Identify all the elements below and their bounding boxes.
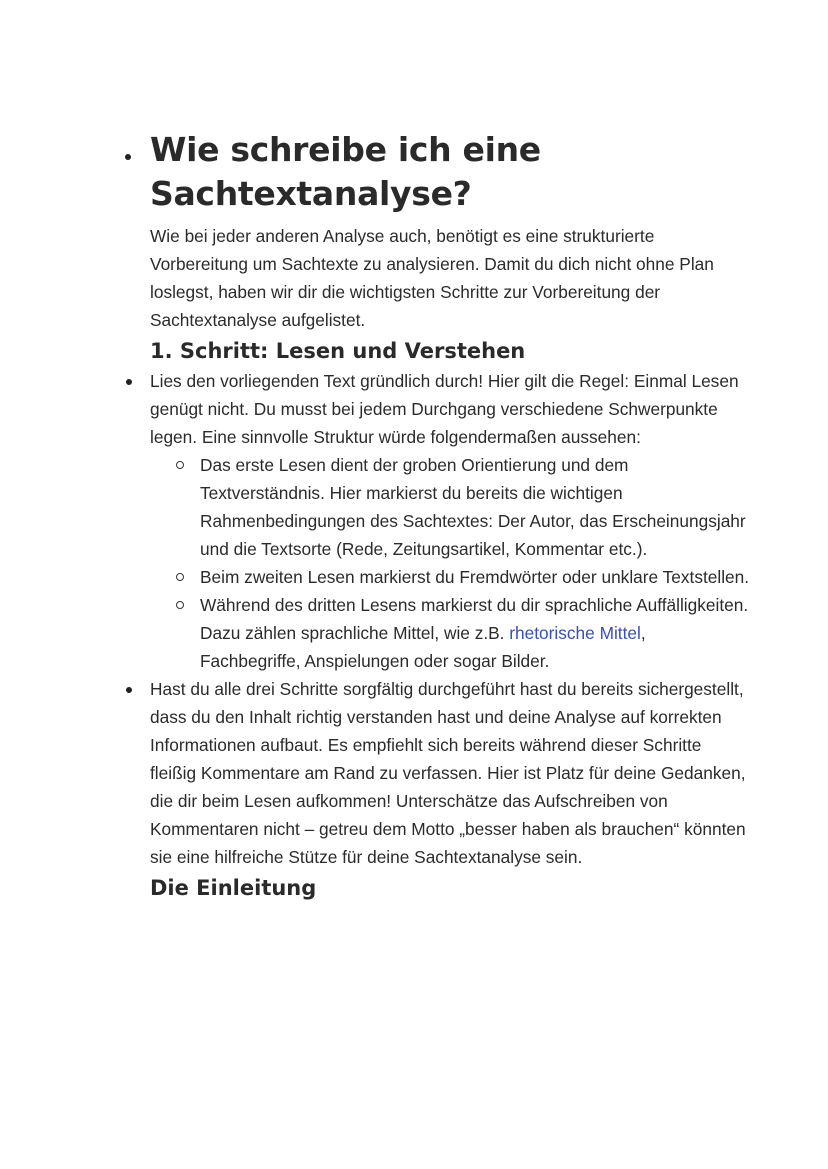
circle-bullet-icon <box>176 573 184 581</box>
page-title-line-2: Sachtextanalyse? <box>150 174 472 213</box>
sub-list-item-text: Das erste Lesen dient der groben Orientierung und dem Textverständnis. Hier markierst du bereits die wichtigen Rahmenbedingungen des Sachtextes: Der Autor, das Erscheinungsjahr und die Textsorte (Rede, Zeitungsartikel, Kommentar etc.). <box>200 455 746 559</box>
step1-heading: 1. Schritt: Lesen und Verstehen <box>150 339 526 363</box>
sub-list-item-text-after: , Fachbegriffe, Anspielungen oder sogar Bilder. <box>200 623 646 671</box>
bullet-icon <box>126 687 132 693</box>
list-item-text: Lies den vorliegenden Text gründlich durch! Hier gilt die Regel: Einmal Lesen genügt nicht. Du musst bei jedem Durchgang verschiedene Schwerpunkte legen. Eine sinnvolle Struktur würde folgendermaßen aussehen: <box>150 371 739 447</box>
sub-list-item <box>200 591 750 675</box>
sub-list-item-text: Beim zweiten Lesen markierst du Fremdwörter oder unklare Textstellen. <box>200 567 750 587</box>
step1-list <box>150 367 750 871</box>
list-item <box>150 367 750 675</box>
sub-list-item-text-before: Während des dritten Lesens markierst du dir sprachliche Auffälligkeiten. Dazu zählen sprachliche Mittel, wie z.B. <box>200 595 749 643</box>
circle-bullet-icon <box>176 601 184 609</box>
bullet-icon <box>125 154 131 160</box>
page-title-line-1: Wie schreibe ich eine <box>150 130 541 169</box>
intro-paragraph: Wie bei jeder anderen Analyse auch, benötigt es eine strukturierte Vorbereitung um Sachtexte zu analysieren. Damit du dich nicht ohne Plan loslegst, haben wir dir die wichtigsten Schritte zur Vorbereitung der Sachtextanalyse aufgelistet. <box>150 226 714 330</box>
list-item-text: Hast du alle drei Schritte sorgfältig durchgeführt hast du bereits sichergestellt, dass du den Inhalt richtig verstanden hast und deine Analyse auf korrekten Informationen aufbaut. Es empfiehlt sich bereits während dieser Schritte fleißig Kommentare am Rand zu verfassen. Hier ist Platz für deine Gedanken, die dir beim Lesen aufkommen! Unterschätze das Aufschreiben von Kommentaren nicht – getreu dem Motto „besser haben als brauchen“ könnten sie eine hilfreiche Stütze für deine Sachtextanalyse sein. <box>150 679 746 867</box>
reading-steps-list <box>150 451 750 675</box>
rhetorische-mittel-link[interactable]: rhetorische Mittel <box>509 623 641 643</box>
einleitung-heading: Die Einleitung <box>150 876 317 900</box>
sub-list-item <box>200 563 750 591</box>
sub-list-item <box>200 451 750 563</box>
page-title <box>150 128 750 216</box>
list-item <box>150 675 750 871</box>
bullet-icon <box>126 379 132 385</box>
circle-bullet-icon <box>176 461 184 469</box>
document-content <box>150 128 750 904</box>
